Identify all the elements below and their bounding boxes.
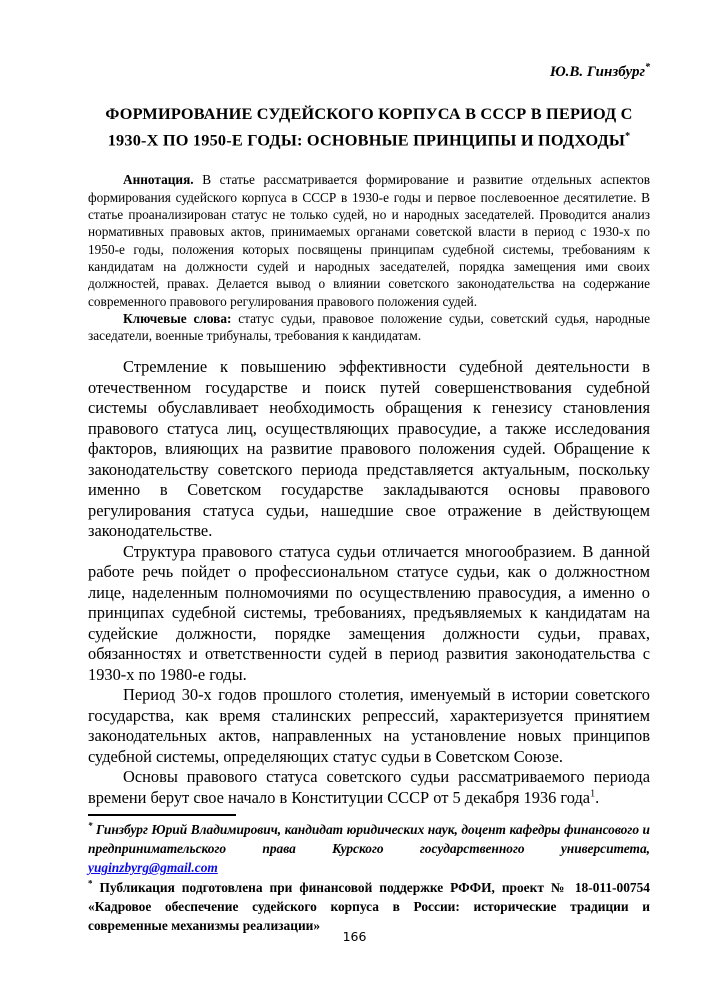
footnote-author-marker: * [88,820,93,831]
keywords-paragraph [88,310,650,345]
footnote-author [88,820,650,878]
keywords-text: статус судьи, правовое положение судьи, советский судья, народные заседатели, военные трибуналы, требования к кандидатам. [88,310,651,344]
author-email-link[interactable]: yuginzbyrg@gmail.com [88,860,218,876]
abstract-paragraph [88,171,650,309]
body-paragraph: Период 30-х годов прошлого столетия, именуемый в истории советского государства, как время сталинских репрессий, характеризуется принятием законодательных актов, направленных на установление новых принципов судебной системы, определяющих статус судьи в Советском Союзе. [88,685,650,766]
footnote-funding [88,878,650,936]
keywords-label: Ключевые слова: [123,310,232,326]
title-text: ФОРМИРОВАНИЕ СУДЕЙСКОГО КОРПУСА В СССР В ПЕРИОД С 1930-Х ПО 1950-Е ГОДЫ: ОСНОВНЫЕ ПРИНЦИПЫ И ПОДХОДЫ [105,104,633,149]
author-line [88,58,650,82]
footnote-author-text: Гинзбург Юрий Владимирович, кандидат юридических наук, доцент кафедры финансового и предпринимательского права Курского государственного университета, [88,822,650,857]
footnote-reference-1: 1 [590,788,596,800]
page-number: 166 [342,929,367,944]
body-paragraph: Структура правового статуса судьи отличается многообразием. В данной работе речь пойдет о профессиональном статусе судьи, как о должностном лице, наделенным полномочиями по осуществлению правосудия, а именно о принципах судебной системы, требованиях, предъявляемых к кандидатам на судейские должности, порядке замещения должности судьи, правах, обязанностях и ответственности судей в период развития законодательства с 1930-х по 1980-е годы. [88,541,650,684]
abstract-label: Аннотация. [123,172,194,188]
body-paragraph-final [88,767,650,808]
abstract-text: В статье рассматривается формирование и развитие отдельных аспектов формирования судейского корпуса в СССР в 1930-е годы и первое послевоенное десятилетие. В статье проанализирован статус не только судей, но и народных заседателей. Проводится анализ нормативных правовых актов, принимаемых органами советской власти в период с 1930-х по 1950-е годы, положения которых посвящены принципам судебной системы, требованиям к кандидатам на должности судей и народных заседателей, порядка замещения ими своих должностей, правах. Делается вывод о влиянии советского законодательства на содержание современного правового регулирования правового положения судей. [88,172,650,309]
page-title [88,103,650,151]
footnotes-section [88,814,650,935]
footnote-divider [88,814,236,816]
author-footnote-mark: * [645,62,650,73]
abstract-block [88,171,650,344]
footnote-funding-marker: * [88,878,93,889]
footnote-funding-text: Публикация подготовлена при финансовой поддержке РФФИ, проект № 18-011-00754 «Кадровое обеспечение судейского корпуса в России: исторические традиции и современные механизмы реализации» [88,879,650,934]
body-final-text: Основы правового статуса советского судьи рассматриваемого периода времени берут свое начало в Конституции СССР от 5 декабря 1936 года [88,767,650,807]
author-name: Ю.В. Гинзбург [549,64,645,80]
article-body [88,357,650,808]
body-paragraph: Стремление к повышению эффективности судебной деятельности в отечественном государстве и поиск путей совершенствования судебной системы обуславливает необходимость обращения к генезису становления правового статуса лиц, осуществляющих правосудие, а также исследования факторов, влияющих на развитие правового положения судей. Обращение к законодательству советского периода представляется актуальным, поскольку именно в Советском государстве закладываются основы правового регулирования статуса судьи, нашедшие свое отражение в действующем законодательстве. [88,357,650,541]
body-final-tail: . [595,787,600,807]
title-footnote-mark: * [625,130,631,142]
